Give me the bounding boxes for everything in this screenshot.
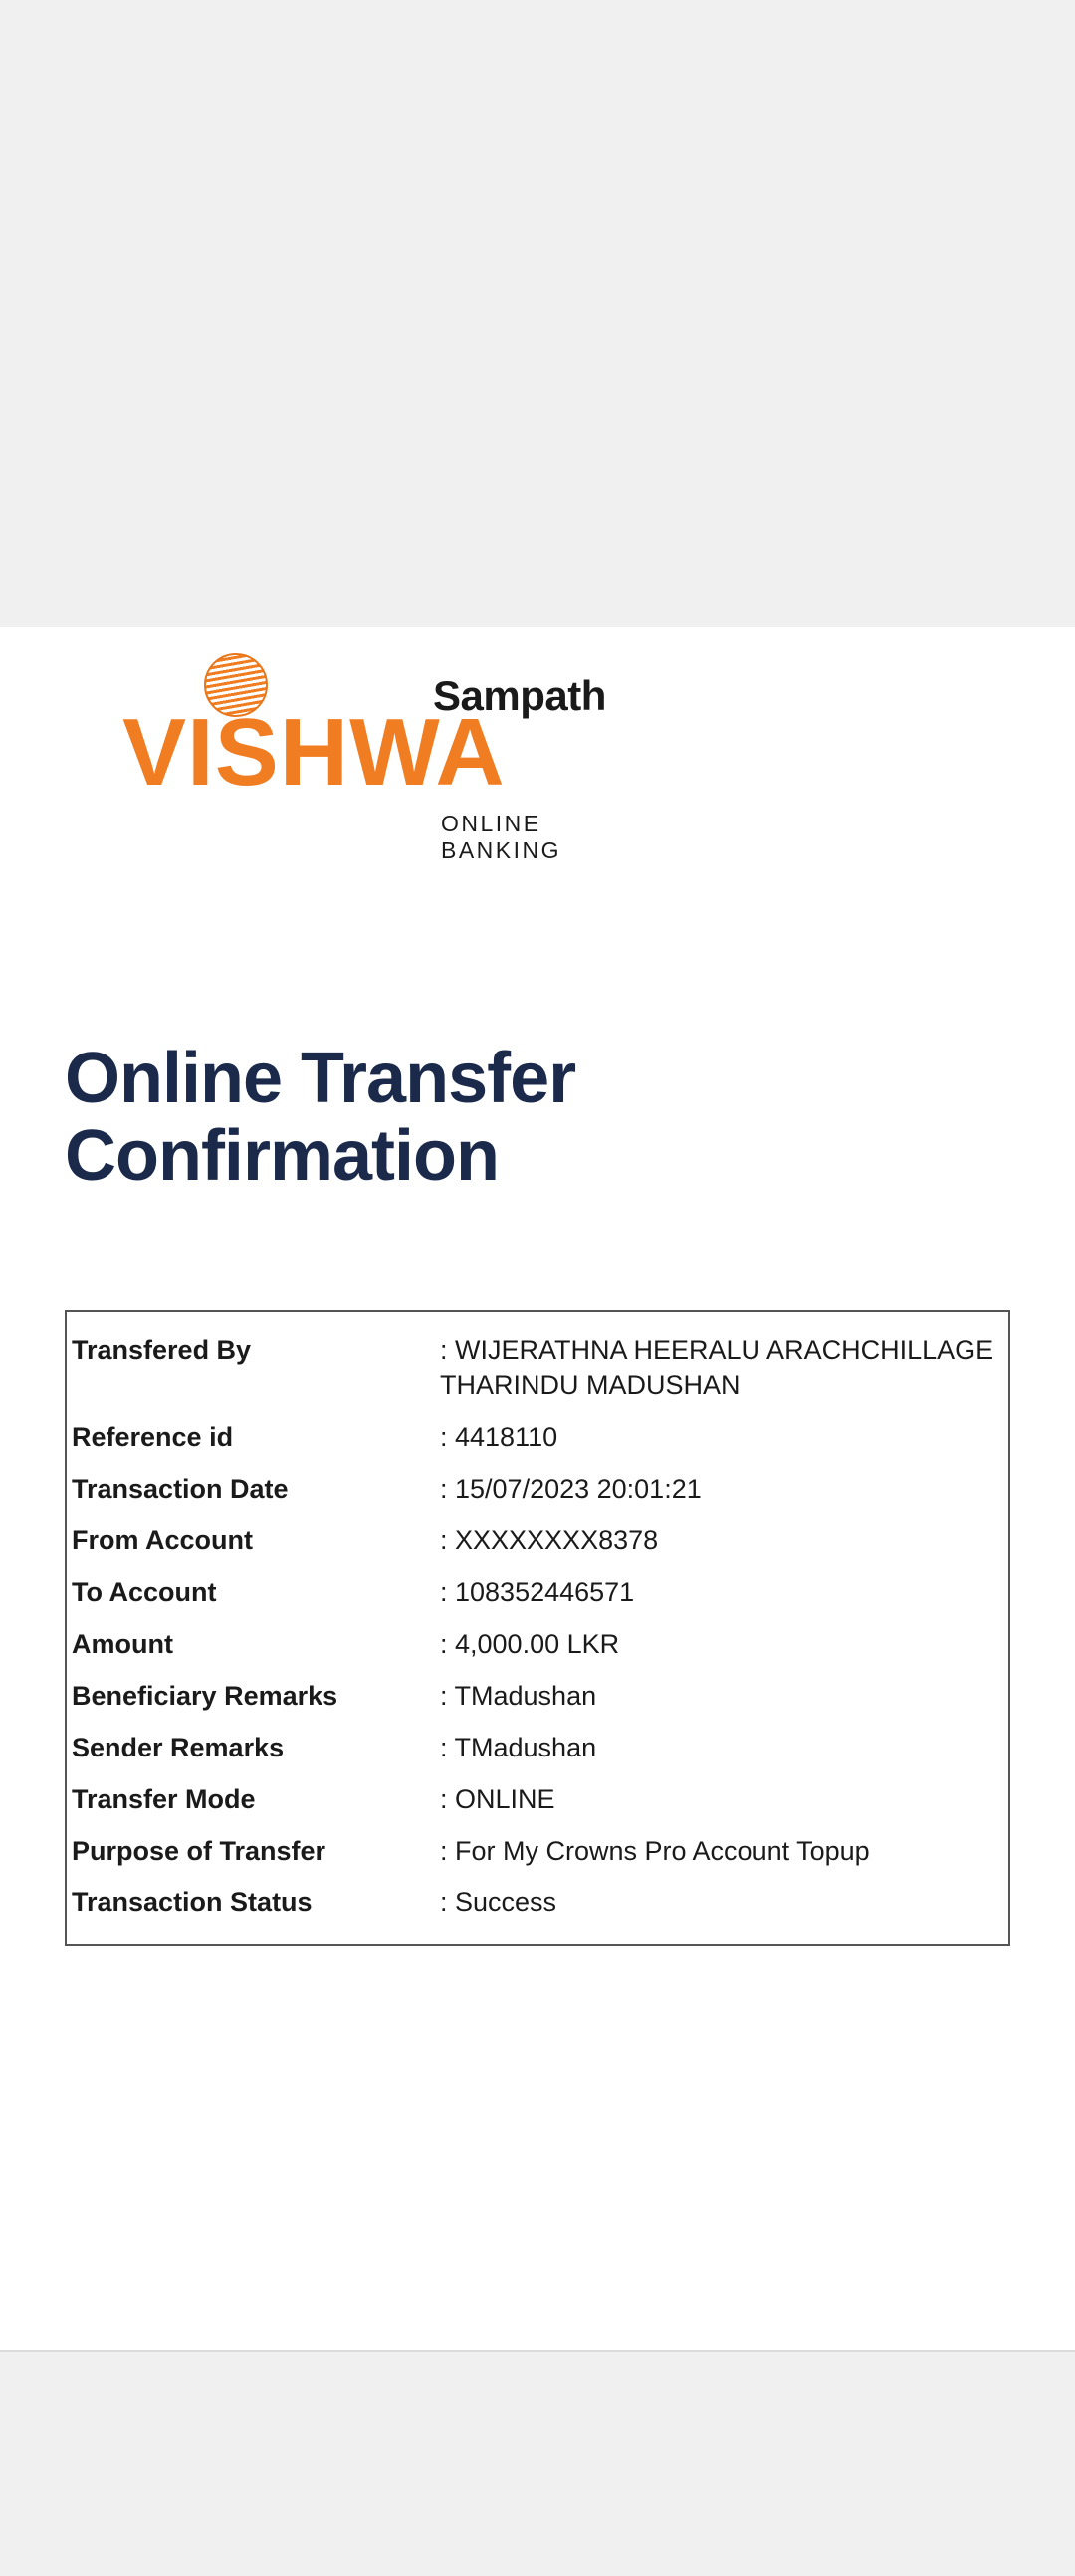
row-value: : ONLINE [440,1783,555,1814]
row-value: : 15/07/2023 20:01:21 [440,1474,702,1505]
row-label: Amount [72,1628,173,1659]
table-row [72,1516,1003,1567]
table-row [72,1567,1003,1619]
logo-inner [65,627,667,886]
logo-brand-sub: ONLINE BANKING [441,811,562,863]
row-label: Transfer Mode [72,1783,256,1814]
table-row [72,1826,1003,1878]
row-value: : WIJERATHNA HEERALU ARACHCHILLAGE THARINDU MADUSHAN [440,1334,994,1401]
table-row [72,1774,1003,1826]
row-label: Sender Remarks [72,1732,285,1762]
table-row [72,1412,1003,1464]
sampath-vishwa-logo [65,627,667,886]
table-row [72,1317,1003,1413]
row-value: : TMadushan [440,1680,597,1711]
table-row [72,1619,1003,1671]
row-label: Transaction Date [72,1474,289,1505]
table-row [72,1723,1003,1774]
page-title: Online Transfer Confirmation [65,1039,576,1196]
row-label: To Account [72,1577,217,1608]
document-page [0,627,1075,2350]
bottom-background-area [0,2350,1075,2576]
transfer-details-panel [65,1310,1010,1947]
row-label: Purpose of Transfer [72,1835,326,1866]
row-label: Reference id [72,1422,234,1453]
row-label: Transfered By [72,1334,252,1365]
row-value: : Success [440,1887,557,1918]
row-label: From Account [72,1525,253,1556]
row-label: Beneficiary Remarks [72,1680,338,1711]
transfer-details-table [72,1317,1003,1940]
table-row [72,1464,1003,1516]
row-value: : For My Crowns Pro Account Topup [440,1835,870,1866]
table-row [72,1877,1003,1939]
row-label: Transaction Status [72,1887,313,1918]
row-value: : XXXXXXXX8378 [440,1525,659,1556]
row-value: : 108352446571 [440,1577,635,1608]
row-value: : TMadushan [440,1732,597,1762]
row-value: : 4418110 [440,1422,558,1453]
logo-brand-top: Sampath [433,672,606,719]
row-value: : 4,000.00 LKR [440,1628,620,1659]
table-row [72,1671,1003,1723]
logo-brand-main: VISHWA [122,699,506,806]
top-background-area [0,0,1075,383]
